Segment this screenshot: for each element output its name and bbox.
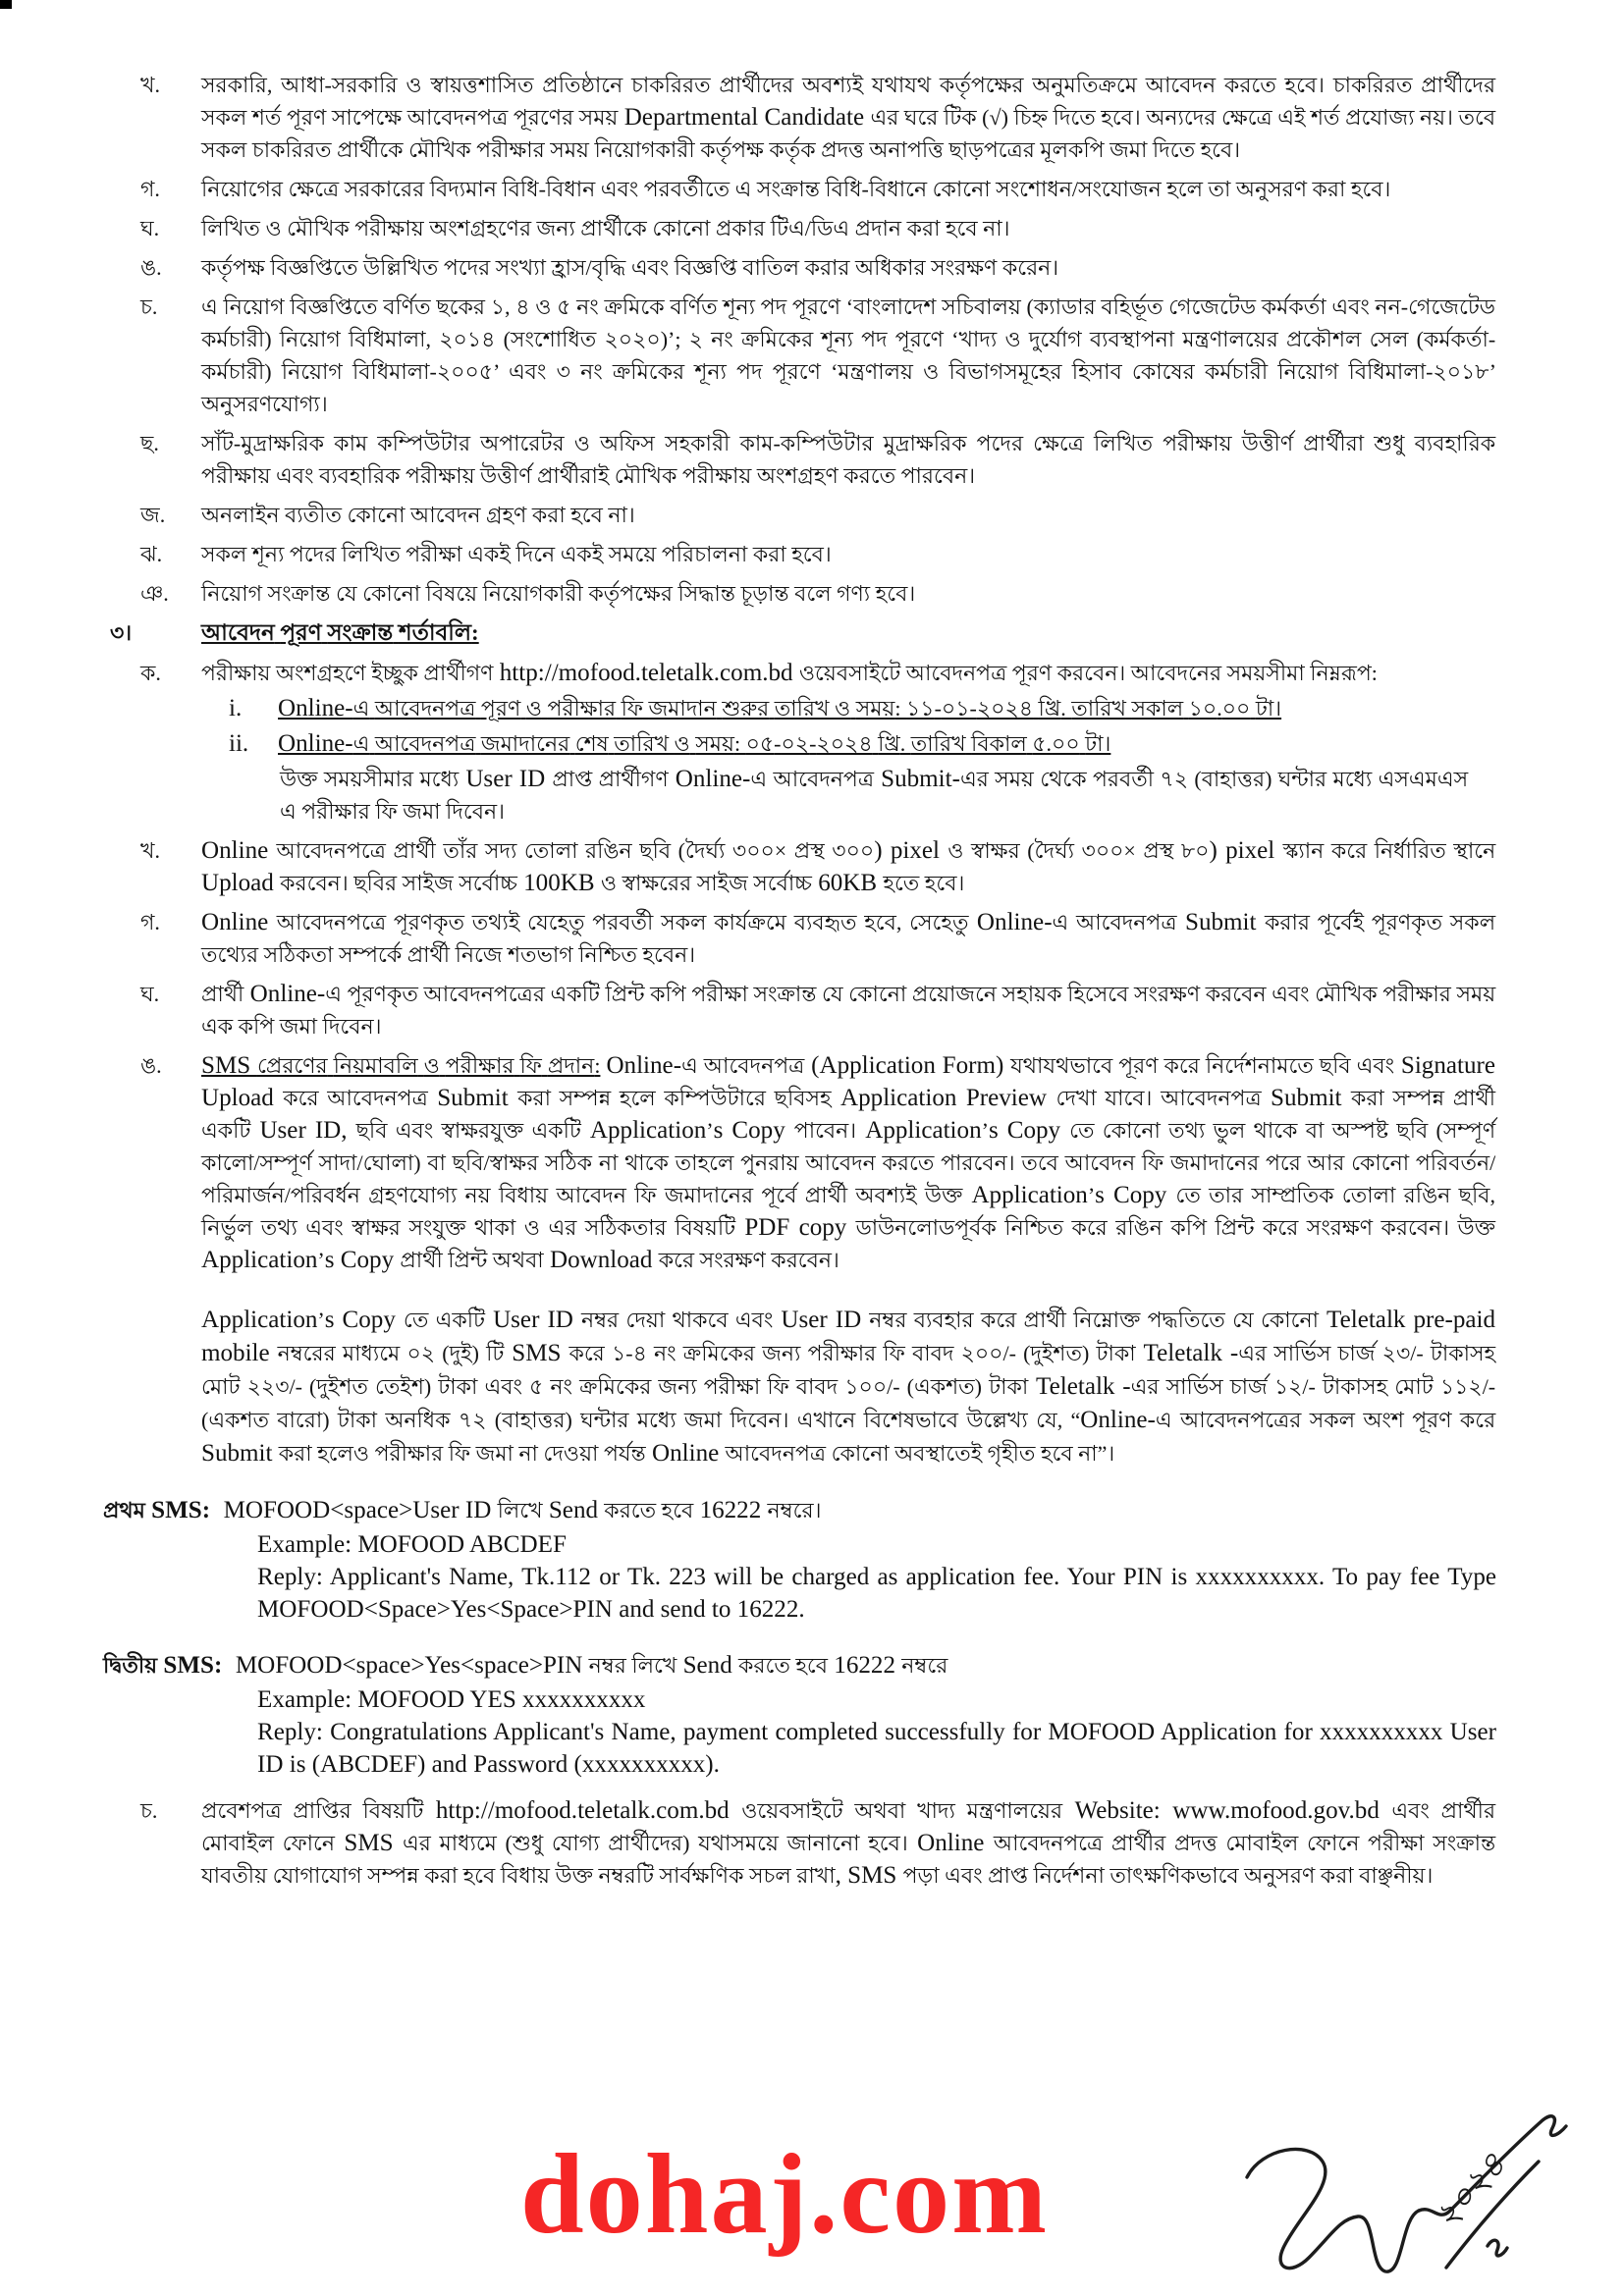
item-label: ঞ. — [140, 581, 169, 606]
item-label: ঘ. — [140, 216, 160, 240]
item-label: ক. — [140, 661, 161, 685]
list-item — [0, 1049, 1624, 1276]
item-label: ঘ. — [140, 982, 160, 1006]
sms-example: Example: MOFOOD YES xxxxxxxxxx — [257, 1686, 646, 1713]
sub-item-label: i. — [229, 695, 243, 721]
sms-label: প্রথম SMS: — [103, 1497, 211, 1523]
list-item — [0, 212, 1624, 244]
item-text: লিখিত ও মৌখিক পরীক্ষায় অংশগ্রহণের জন্য প্রার্থীকে কোনো প্রকার টিএ/ডিএ প্রদান করা হবে না। — [201, 216, 1010, 240]
second-sms-block — [103, 1649, 1624, 1781]
item-text: অনলাইন ব্যতীত কোনো আবেদন গ্রহণ করা হবে না। — [201, 503, 635, 527]
list-item — [0, 427, 1624, 492]
section-heading: আবেদন পূরণ সংক্রান্ত শর্তাবলি: — [201, 620, 479, 645]
item-label: খ. — [140, 838, 160, 863]
sms-reply: Reply: Applicant's Name, Tk.112 or Tk. 223 will be charged as application fee. Your PIN is xxxxxxxxxx. To pay fee Type MOFOOD<Space>Yes<Space>PIN and send to 16222. — [257, 1564, 1496, 1623]
watermark: dohaj.com — [520, 2131, 1049, 2258]
first-sms-block — [103, 1494, 1624, 1626]
circular-body — [0, 69, 1624, 1898]
item-text: Online আবেদনপত্রে পূরণকৃত তথ্যই যেহেতু পরবর্তী সকল কার্যক্রমে ব্যবহৃত হবে, সেহেতু Online-এ আবেদনপত্র Submit করার পূর্বেই পূরণকৃত সকল তথ্যের সঠিকতা সম্পর্কে প্রার্থী নিজে শতভাগ নিশ্চিত হবেন। — [201, 909, 1496, 967]
item-text: প্রবেশপত্র প্রাপ্তির বিষয়টি http://mofood.teletalk.com.bd ওয়েবসাইটে অথবা খাদ্য মন্ত্রণালয়ের Website: www.mofood.gov.bd এবং প্রার্থীর মোবাইল ফোনে SMS এর মাধ্যমে (শুধু যোগ্য প্রার্থীদের) যথাসময়ে জানানো হবে। Online আবেদনপত্রে প্রার্থীর প্রদত্ত মোবাইল ফোনে পরীক্ষা সংক্রান্ত যাবতীয় যোগাযোগ সম্পন্ন করা হবে বিধায় উক্ত নম্বরটি সার্বক্ষণিক সচল রাখা, SMS পড়া এবং প্রাপ্ত নির্দেশনা তাৎক্ষণিকভাবে অনুসরণ করা বাঞ্ছনীয়। — [201, 1797, 1496, 1889]
item-text: সরকারি, আধা-সরকারি ও স্বায়ত্তশাসিত প্রতিষ্ঠানে চাকরিরত প্রার্থীদের অবশ্যই যথাযথ কর্তৃপক্ষের অনুমতিক্রমে আবেদন করতে হবে। চাকরিরত প্রার্থীদের সকল শর্ত পূরণ সাপেক্ষে আবেদনপত্র পূরণের সময় Departmental Candidate এর ঘরে টিক (√) চিহ্ন দিতে হবে। অন্যদের ক্ষেত্রে এই শর্ত প্রযোজ্য নয়। তবে সকল চাকরিরত প্রার্থীকে মৌখিক পরীক্ষার সময় নিয়োগকারী কর্তৃপক্ষ কর্তৃক প্রদত্ত অনাপত্তি ছাড়পত্রের মূলকপি জমা দিতে হবে। — [201, 73, 1496, 162]
sms-example: Example: MOFOOD ABCDEF — [257, 1531, 567, 1558]
item-label: ঝ. — [140, 542, 163, 566]
item-label: ছ. — [140, 431, 159, 455]
item-label: খ. — [140, 73, 160, 97]
item-label: গ. — [140, 177, 160, 201]
item-text: Online-এ আবেদনপত্র (Application Form) যথাযথভাবে পূরণ করে নির্দেশনামতে ছবি এবং Signature Upload করে আবেদনপত্র Submit করা সম্পন্ন হলে কম্পিউটারে ছবিসহ Application Preview দেখা যাবে। আবেদনপত্র Submit করা সম্পন্ন প্রার্থী একটি User ID, ছবি এবং স্বাক্ষরযুক্ত একটি Application’s Copy পাবেন। Application’s Copy তে কোনো তথ্য ভুল থাকে বা অস্পষ্ট ছবি (সম্পূর্ণ কালো/সম্পূর্ণ সাদা/ঘোলা) বা ছবি/স্বাক্ষর সঠিক না থাকে তাহলে পুনরায় আবেদন করতে পারবেন। তবে আবেদন ফি জমাদানের পরে আর কোনো পরিবর্তন/পরিমার্জন/পরিবর্ধন গ্রহণযোগ্য নয় বিধায় আবেদন ফি জমাদানের পূর্বে প্রার্থী অবশ্যই উক্ত Application’s Copy তে তার সাম্প্রতিক তোলা রঙিন ছবি, নির্ভুল তথ্য এবং স্বাক্ষর সংযুক্ত থাকা ও এর সঠিকতার বিষয়টি PDF copy ডাউনলোডপূর্বক নিশ্চিত করে রঙিন কপি প্রিন্ট করে সংরক্ষণ করবেন। উক্ত Application’s Copy প্রার্থী প্রিন্ট অথবা Download করে সংরক্ষণ করবেন। — [201, 1052, 1496, 1273]
item-text: প্রার্থী Online-এ পূরণকৃত আবেদনপত্রের একটি প্রিন্ট কপি পরীক্ষা সংক্রান্ত যে কোনো প্রয়োজনে সহায়ক হিসেবে সংরক্ষণ করবেন এবং মৌখিক পরীক্ষার সময় এক কপি জমা দিবেন। — [201, 981, 1496, 1039]
list-item — [0, 978, 1624, 1042]
item-text: নিয়োগের ক্ষেত্রে সরকারের বিদ্যমান বিধি-বিধান এবং পরবর্তীতে এ সংক্রান্ত বিধি-বিধানে কোনো সংশোধন/সংযোজন হলে তা অনুসরণ করা হবে। — [201, 177, 1391, 201]
list-item — [0, 173, 1624, 205]
item-text: এ নিয়োগ বিজ্ঞপ্তিতে বর্ণিত ছকের ১, ৪ ও ৫ নং ক্রমিকে বর্ণিত শূন্য পদ পূরণে ‘বাংলাদেশ সচিবালয় (ক্যাডার বহির্ভূত গেজেটেড কর্মকর্তা এবং নন-গেজেটেড কর্মচারী) নিয়োগ বিধিমালা, ২০১৪ (সংশোধিত ২০২০)’; ২ নং ক্রমিকের শূন্য পদ পূরণে ‘খাদ্য ও দুর্যোগ ব্যবস্থাপনা মন্ত্রণালয়ের প্রকৌশল সেল (কর্মকর্তা-কর্মচারী) নিয়োগ বিধিমালা-২০০৫’ এবং ৩ নং ক্রমিকের শূন্য পদ পূরণে ‘মন্ত্রণালয় ও বিভাগসমূহের হিসাব কোষের কর্মচারী নিয়োগ বিধিমালা-২০১৮’ অনুসরণযোগ্য। — [201, 294, 1496, 416]
list-item — [0, 69, 1624, 166]
item-label: ঙ. — [140, 255, 162, 280]
deadline-note: উক্ত সময়সীমার মধ্যে User ID প্রাপ্ত প্রার্থীগণ Online-এ আবেদনপত্র Submit-এর সময় থেকে পরবর্তী ৭২ (বাহাত্তর) ঘন্টার মধ্যে এসএমএস এ পরীক্ষার ফি জমা দিবেন। — [280, 766, 1469, 824]
item-label: জ. — [140, 503, 166, 527]
sms-text: MOFOOD<space>Yes<space>PIN নম্বর লিখে Send করতে হবে 16222 নম্বরে — [235, 1652, 948, 1679]
signature-date: ২০২৪ — [1426, 2145, 1514, 2237]
list-item — [0, 538, 1624, 570]
item-text: কর্তৃপক্ষ বিজ্ঞপ্তিতে উল্লিখিত পদের সংখ্যা হ্রাস/বৃদ্ধি এবং বিজ্ঞপ্তি বাতিল করার অধিকার সংরক্ষণ করেন। — [201, 255, 1059, 280]
list-item — [0, 499, 1624, 531]
sms-label: দ্বিতীয় SMS: — [103, 1652, 223, 1679]
item-text-group — [201, 1049, 1495, 1276]
fee-paragraph: Application’s Copy তে একটি User ID নম্বর দেয়া থাকবে এবং User ID নম্বর ব্যবহার করে প্রার্থী নিম্নোক্ত পদ্ধতিতে যে কোনো Teletalk pre-paid mobile নম্বরের মাধ্যমে ০২ (দুই) টি SMS করে ১-৪ নং ক্রমিকের জন্য পরীক্ষার ফি বাবদ ২০০/- (দুইশত) টাকা Teletalk -এর সার্ভিস চার্জ ২৩/- টাকাসহ মোট ২২৩/- (দুইশত তেইশ) টাকা এবং ৫ নং ক্রমিকের জন্য পরীক্ষা ফি বাবদ ১০০/- (একশত) টাকা Teletalk -এর সার্ভিস চার্জ ১২/- টাকাসহ মোট ১১২/- (একশত বারো) টাকা অনধিক ৭২ (বাহাত্তর) ঘন্টার মধ্যে জমা দিবেন। এখানে বিশেষভাবে উল্লেখ্য যে, “Online-এ আবেদনপত্রের সকল অংশ পূরণ করে Submit করা হলেও পরীক্ষার ফি জমা না দেওয়া পর্যন্ত Online আবেদনপত্র কোনো অবস্থাতেই গৃহীত হবে না”। — [201, 1307, 1496, 1467]
sms-reply: Reply: Congratulations Applicant's Name, payment completed successfully for MOFOOD Application for xxxxxxxxxx User ID is (ABCDEF) and Password (xxxxxxxxxx). — [257, 1719, 1496, 1778]
list-item — [0, 657, 1624, 828]
list-item — [0, 577, 1624, 610]
item-text: Online আবেদনপত্রে প্রার্থী তাঁর সদ্য তোলা রঙিন ছবি (দৈর্ঘ্য ৩০০× প্রস্থ ৩০০) pixel ও স্বাক্ষর (দৈর্ঘ্য ৩০০× প্রস্থ ৮০) pixel স্ক্যান করে নির্ধারিত স্থানে Upload করবেন। ছবির সাইজ সর্বোচ্চ 100KB ও স্বাক্ষরের সাইজ সর্বোচ্চ 60KB হতে হবে। — [201, 837, 1496, 896]
sms-instruction — [103, 1649, 1624, 1682]
list-item — [0, 834, 1624, 899]
signature — [1193, 2101, 1615, 2292]
item-label: গ. — [140, 910, 160, 934]
list-item — [0, 906, 1624, 971]
sub-item-text: Online-এ আবেদনপত্র পূরণ ও পরীক্ষার ফি জমাদান শুরুর তারিখ ও সময়: ১১-০১-২০২৪ খ্রি. তারিখ সকাল ১০.০০ টা। — [278, 695, 1282, 721]
sub-list-item — [201, 692, 1495, 724]
sub-item-text: Online-এ আবেদনপত্র জমাদানের শেষ তারিখ ও সময়: ০৫-০২-২০২৪ খ্রি. তারিখ বিকাল ৫.০০ টা। — [278, 730, 1111, 757]
item-text-group — [201, 657, 1495, 828]
item-text: পরীক্ষায় অংশগ্রহণে ইচ্ছুক প্রার্থীগণ http://mofood.teletalk.com.bd ওয়েবসাইটে আবেদনপত্র পূরণ করবেন। আবেদনের সময়সীমা নিম্নরূপ: — [201, 660, 1378, 686]
list-item — [0, 251, 1624, 284]
list-item — [0, 291, 1624, 420]
sub-item-label: ii. — [229, 730, 249, 757]
scan-artifact-mark — [0, 0, 12, 9]
item-text: সকল শূন্য পদের লিখিত পরীক্ষা একই দিনে একই সময়ে পরিচালনা করা হবে। — [201, 542, 832, 566]
sms-instruction — [103, 1494, 1624, 1526]
section-heading-row — [0, 616, 1624, 649]
sub-list-item — [201, 727, 1495, 760]
sms-text: MOFOOD<space>User ID লিখে Send করতে হবে 16222 নম্বরে। — [223, 1497, 822, 1523]
item-label: ঙ. — [140, 1053, 162, 1078]
section-number: ৩। — [110, 620, 133, 645]
item-lead: SMS প্রেরণের নিয়মাবলি ও পরীক্ষার ফি প্রদান: — [201, 1052, 601, 1079]
list-item — [0, 1794, 1624, 1892]
item-label: চ. — [140, 294, 158, 319]
item-label: চ. — [140, 1798, 158, 1823]
item-text: সাঁট-মুদ্রাক্ষরিক কাম কম্পিউটার অপারেটর ও অফিস সহকারী কাম-কম্পিউটার মুদ্রাক্ষরিক পদের ক্ষেত্রে লিখিত পরীক্ষায় উত্তীর্ণ প্রার্থীরা শুধু ব্যবহারিক পরীক্ষায় এবং ব্যবহারিক পরীক্ষায় উত্তীর্ণ প্রার্থীরাই মৌখিক পরীক্ষায় অংশগ্রহণ করতে পারবেন। — [201, 431, 1496, 488]
item-text: নিয়োগ সংক্রান্ত যে কোনো বিষয়ে নিয়োগকারী কর্তৃপক্ষের সিদ্ধান্ত চূড়ান্ত বলে গণ্য হবে। — [201, 581, 916, 606]
